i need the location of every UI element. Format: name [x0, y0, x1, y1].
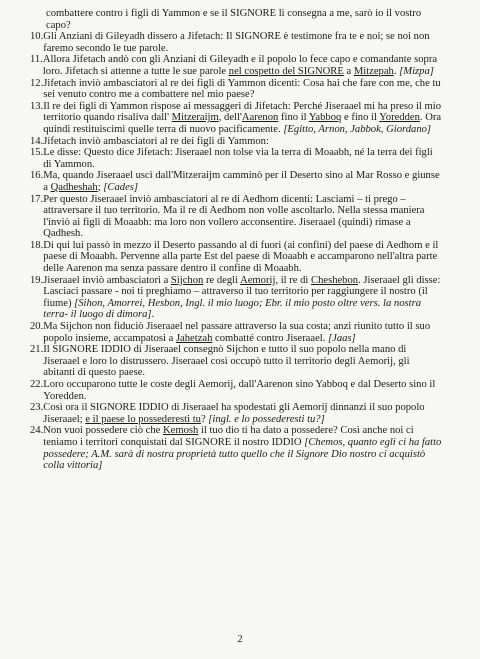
- verse-14: 14. Jifetach inviò ambasciatori al re dei figli di Yammon:: [30, 135, 269, 147]
- verse-18: 18. Di qui lui passò in mezzo il Deserto passando al di fuori (ai confini) del paese di Aedhom e il paese di Moaabh. Pervenne alla parte Est del paese di Moaabh e accamparono nell'altra parte delle Aarenon ma senza passare dentro il confine di Moaabh.: [30, 239, 439, 275]
- verse-12: 12. Jifetach inviò ambasciatori al re dei figli di Yammon dicenti: Cosa hai che fare con me, che tu sei venuto contro me a combattere nel mio paese?: [30, 77, 441, 101]
- italic-note: [Sihon, Amorrei, Hesbon, Ingl. il mio luogo; Ebr. il mio posto oltre vers. la nostra terra- il luogo di dimora]: [43, 297, 421, 321]
- underlined-phrase: nel cospetto del SIGNORE: [228, 65, 344, 77]
- verse-15: 15. Le disse: Questo dice Jifetach: Jiseraael non tolse via la terra di Moaabh, né la terra dei figli di Yammon.: [30, 147, 433, 170]
- verse-13: 13. Il re dei figli di Yammon rispose ai messaggeri di Jifetach: Perché Jiseraael mi ha preso il mio territorio quando risaliva dall' Mitzeraijm, dell'Aarenon fino il Yabboq e fino il Yoredden. Ora quindi restituiscimi quelle terra di nuovo pacificamente. [Egitto, Arnon, Jabbok, Giordano]: [30, 100, 442, 135]
- italic-note: [Jaas]: [328, 332, 356, 344]
- verse-20: 20. Ma Sijchon non fiduciò Jiseraael nel passare attraverso la sua costa; anzi riunito tutto il suo popolo insieme, accampatosi a Jahetzah combatté contro Jiseraael. [Jaas]: [30, 321, 431, 344]
- verse-19: 19. Jiseraael inviò ambasciatori a Sijchon re degli Aemorij, il re di Cheshebon. Jiseraael gli disse: Lasciaci passare - noi ti preghiamo – attraverso il tuo territorio per raggiungere il nostro (il fiume) [Sihon, Amorrei, Hesbon, Ingl. il mio luogo; Ebr. il mio posto oltre vers. la nostra terra- il luogo di dimora].: [30, 274, 441, 321]
- verse-16: 16. Ma, quando Jiseraael uscì dall'Mitzeraijm camminò per il Deserto sino al Mar Rosso e giunse a Qadheshah; [Cades]: [30, 170, 440, 193]
- underlined-place: Mitzepah: [353, 65, 394, 77]
- italic-note: [Mizpa]: [399, 65, 434, 77]
- italic-note: [ingl. e lo possederesti tu?]: [208, 413, 325, 425]
- page-number: 2: [237, 634, 243, 645]
- italic-note: [Chemos, quanto egli ci ha fatto possedere; A.M. sarà di nostra proprietà tutto quello che il Signore Dio nostro ci acquistò colla vittoria]: [43, 436, 442, 472]
- verse-11: 11. Allora Jifetach andò con gli Anziani di Gileyadh e il popolo lo fece capo e comandante sopra loro. Jifetach si attenne a tutte le sue parole nel cospetto del SIGNORE a Mitzepah. [Mizpa]: [30, 54, 438, 77]
- verse-22: 22. Loro occuparono tutte le coste degli Aemorij, dall'Aarenon sino Yabboq e dal Deserto sino il Yoredden.: [30, 379, 436, 402]
- verse-21: 21. Il SIGNORE IDDIO di Jiseraael consegnò Sijchon e tutto il suo popolo nella mano di Jiseraael e loro lo distrussero. Jiseraael così occupò tutto il territorio degli Aemorij, gli abitanti di questo paese.: [30, 344, 410, 379]
- verse-10: 10. Gli Anziani di Gileyadh dissero a Jifetach: Il SIGNORE è testimone fra te e noi; se noi non faremo secondo le tue parole.: [30, 31, 430, 54]
- verse-9-continuation: combattere contro i figli di Yammon e se il SIGNORE li consegna a me, sarò io il vostro capo?: [46, 8, 422, 31]
- italic-note: [Egitto, Arnon, Jabbok, Giordano]: [283, 123, 432, 135]
- verse-17: 17. Per questo Jiseraael inviò ambasciatori al re di Aedhom dicenti: Lasciami – ti prego – attraversare il tuo territorio. Ma il re di Aedhom non volle ascoltarlo. Nella stessa maniera l'inviò ai figli di Moaabh: ma loro non vollero acconsentire. Jiseraael (quindi) rimase a Qadhesh.: [30, 193, 425, 240]
- verse-24: 24. Non vuoi possedere ciò che Kemosh il tuo dio ti ha dato a possedere? Così anche noi ci teniamo i territori conquistati dal SIGNORE il nostro IDDIO [Chemos, quanto egli ci ha fatto possedere; A.M. sarà di nostra proprietà tutto quello che il Signore Dio nostro ci acquistò colla vittoria]: [30, 425, 442, 472]
- verse-23: 23. Così ora il SIGNORE IDDIO di Jiseraael ha spodestati gli Aemorij dinnanzi il suo popolo Jiseraael; e il paese lo possederesti tu? [ingl. e lo possederesti tu?]: [30, 402, 425, 425]
- italic-note: [Cades]: [103, 181, 139, 193]
